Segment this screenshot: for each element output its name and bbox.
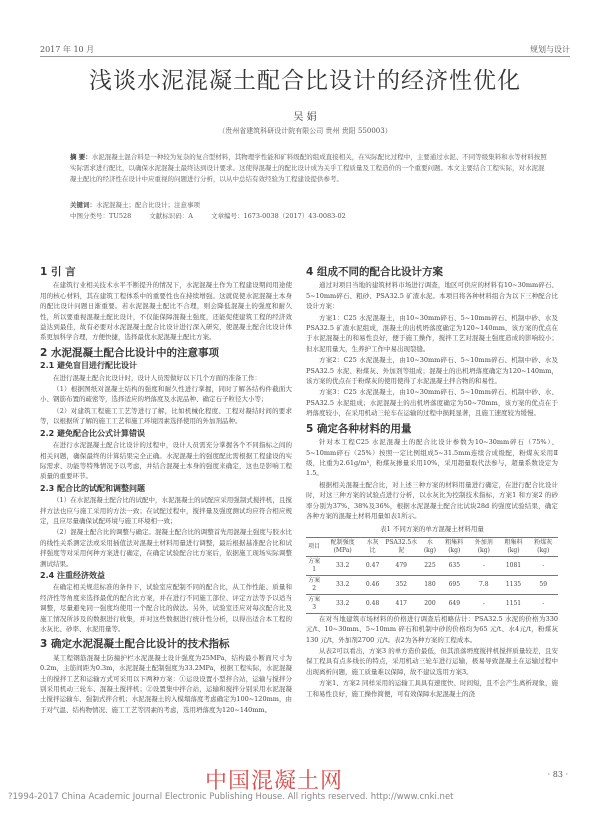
paragraph: 通过对项目当地的建筑材料市场进行调查，地区可供应的材料有10~30mm碎石、5~10mm碎石、粗砂、PSA32.5 矿渣水泥。本项目将各种材料组合为以下三种配合比设计方案： bbox=[306, 281, 558, 311]
table-cell: 417 bbox=[382, 594, 420, 613]
paragraph: 某工程钢筋混凝土防撞护栏水泥混凝土设计强度为25MPa，结构最小断面尺寸为0.2m，主筋间距为0.3m，水泥混凝土配制强度为33.2MPa，根据工程实际，水泥混凝土的搅拌工艺和运输方式可采用以下两种方案：①运设设置小型拌合站，运输与搅拌分别采用机动三轮车、混凝土搅拌机；②设置集中拌合站，运输和搅拌分别采用水泥混凝土搅拌运输车、强制式拌合机；水泥混凝土的入模塌落度考虑确定为100~120mm，由于对气温、结构物情况、施工工艺等因素的考虑，选用坍落度为120~140mm。 bbox=[40, 653, 292, 714]
table-cell: 695 bbox=[440, 575, 469, 594]
abstract bbox=[70, 152, 550, 185]
table-cell: 33.2 bbox=[322, 556, 363, 575]
issue-date: 2017 年 10 月 bbox=[40, 45, 95, 54]
table-cell: 352 bbox=[382, 575, 420, 594]
table-caption: 表1 不同方案的单方混凝土材料用量 bbox=[380, 525, 484, 534]
subsection-2-2-heading: 2.2 避免配合比公式计算错误 bbox=[40, 428, 145, 438]
table-cell: 0.47 bbox=[363, 556, 382, 575]
running-header bbox=[40, 44, 570, 57]
paragraph: 在进行水泥混凝土配合比设计的过程中，设计人员需充分掌握各个不同指标之间的相关问题，确保最终的计算结果完全正确。水泥混凝土的强度配比需根据工程建设的实际需求、功能等特殊情况予以考虑，并结合混凝土本身的强度来确定，这也是影响工程质量的重要环节。 bbox=[40, 441, 292, 481]
article-no-field: 文章编号：1673-0038（2017）43-0083-02 bbox=[210, 212, 346, 220]
abstract-text: 水泥混凝土混合料是一种较为复杂的复合型材料，其物理学性能和矿料级配的组成直接相关，在实际配比过程中，主要通过水泥、不同等级集料和水等材料按照实际需求进行配比，以确保水泥混凝土最终达到设计要求。这使得混凝土的配比设计成为关乎工程质量及工程造价的一个重要问题。本文主要结合工程实际，对水泥混凝土配比的经济性在设计中应重视的问题进行分析，以从中总结有效经验为工程建设提供参考。 bbox=[70, 153, 547, 183]
affiliation: （贵州省建筑科研设计院有限公司 贵州 贵阳 550003） bbox=[218, 127, 392, 135]
paragraph: 方案3：C25 水泥混凝土，由10~30mm碎石、5~10mm碎石、机制中砂、水、PSA32.5 水泥组成；水泥混凝土的出机坍落度确定为50~70mm，该方案的优点在于坍落度较小，在采用机动三轮车在运输的过程中损耗显著，且施工速度较为缓慢。 bbox=[306, 388, 558, 418]
table-cell: 1151 bbox=[499, 594, 529, 613]
table-row bbox=[306, 575, 558, 594]
table-cell: 7.8 bbox=[469, 575, 498, 594]
paragraph: 根据相关混凝土配合比，对上述三种方案的材料用量进行确定，在进行配合比设计时，对这三种方案的试验点进行分析，以水灰比为控制技术指标，方案1 和方案2 的砂率分别为37%、38%及36%，根据水泥混凝土配合比试块28d 的强度试验结果，确定各种方案的混凝土材料用量如表1所示。 bbox=[306, 480, 558, 520]
table-cell: 33.2 bbox=[322, 575, 363, 594]
subsection-2-3-heading: 2.3 配合比的试配和调整问题 bbox=[40, 483, 145, 493]
paragraph: 在对当地建筑市场材料的价格进行调查后相略估计：PSA32.5 水泥的价格为330 元/t、10~30mm、5~10mm 碎石和机制中砂的价格均为65 元/t、水4元/t，粉煤灰130 元/t，外加剂2700 元/t。表2为各种方案的工程成本。 bbox=[306, 614, 558, 644]
classification-row bbox=[70, 211, 550, 222]
author: 吴 娟 bbox=[293, 112, 317, 123]
table-header-cell: PSA32.5水泥 bbox=[382, 537, 420, 556]
keywords-block bbox=[70, 200, 550, 222]
subsection-2-1-heading: 2.1 避免盲目进行配比设计 bbox=[40, 361, 137, 371]
doc-code-field: 文献标识码：A bbox=[149, 212, 193, 220]
paragraph: 在进行混凝土配合比设计时，设计人员需做好以下几个方面的准备工作： bbox=[53, 373, 261, 382]
paragraph: （2）对建筑工程施工工艺等进行了解，比如机械化程度、工程对凝结时间的要求等，以根据所了解的施工工艺和施工环境因素选择使用的外加剂品种。 bbox=[40, 406, 292, 426]
table-cell: 1081 bbox=[499, 556, 529, 575]
site-watermark: 中国混凝土网 bbox=[205, 769, 344, 794]
table-cell: - bbox=[469, 556, 498, 575]
clc-field: 中图分类号：TU528 bbox=[70, 212, 132, 220]
article-title: 浅谈水泥混凝土配合比设计的经济性优化 bbox=[89, 68, 521, 94]
table-header-cell: 项目 bbox=[306, 537, 322, 556]
subsection-2-4-heading: 2.4 注重经济效益 bbox=[40, 570, 105, 580]
table-header-cell: 粗集料(kg) bbox=[440, 537, 469, 556]
table-cell: 33.2 bbox=[322, 594, 363, 613]
paragraph: 方案1、方案2 同样采用的运输工具具有速度快、时间短，且不会产生离析现象，施工和易性良好，施工操作简便，可有效保障水泥混凝土的浇 bbox=[306, 679, 558, 698]
table-cell: 225 bbox=[420, 556, 439, 575]
table-header-cell: 水灰比 bbox=[363, 537, 382, 556]
right-column bbox=[306, 262, 558, 700]
table-header-cell: 配制强度(MPa) bbox=[322, 537, 363, 556]
table-cell: 635 bbox=[440, 556, 469, 575]
section-5-heading: 5 确定各种材料的用量 bbox=[306, 422, 412, 435]
copyright-footer: ?1994-2017 China Academic Journal Electronic Publishing House. All rights reserved. http://www.cnki.net bbox=[8, 792, 454, 802]
column-name: 规划与设计 bbox=[530, 45, 570, 54]
section-3-heading: 3 确定水泥混凝土配合比设计的技术指标 bbox=[40, 638, 230, 651]
table-cell: 方案3 bbox=[306, 594, 322, 613]
table-row bbox=[306, 556, 558, 575]
table-cell: - bbox=[528, 556, 558, 575]
table-header-cell: 水(kg) bbox=[420, 537, 439, 556]
keywords-row bbox=[70, 200, 550, 211]
table-header-cell: 粗集料(kg) bbox=[499, 537, 529, 556]
keywords-text: 水泥混凝土；配合比设计；注意事项 bbox=[96, 201, 200, 209]
left-column bbox=[40, 262, 292, 716]
table-cell: 649 bbox=[440, 594, 469, 613]
paragraph: （1）根据图纸对混凝土结构的强度和耐久性进行掌握，同时了解各结构件截面大小、钢筋布置的疏密等，选择适应的坍落度及水泥品种、确定石子粒径大小等； bbox=[40, 385, 292, 404]
table-row bbox=[306, 594, 558, 613]
table-header-cell: 外加剂(kg) bbox=[469, 537, 498, 556]
table-cell: 59 bbox=[528, 575, 558, 594]
table-cell: 180 bbox=[420, 575, 439, 594]
table-cell: 479 bbox=[382, 556, 420, 575]
paragraph: 在确定相关规范标准的条件下，试验室应配制不同的配合比，从工作性能、质量和经济性等角度来选择最优的配合比方案，并在进行不同施工部位、评定方法等予以适当调整，尽量避免同一强度均使用一个配合比的做法。另外，试验室还应对每次配合比及施工情况所涉及的数据进行收集，并对这些数据进行统计性分析，以得出适合本工程的水灰比、砂率、水泥用量等。 bbox=[40, 583, 292, 633]
table-cell: 0.48 bbox=[363, 594, 382, 613]
paragraph: 针对本工程C25 水泥混凝土的配合比设计参数为10~30mm碎石（75%）、5~10mm碎石（25%）按照一定比例组成5~31.5mm连续合成级配，粉煤灰采用Ⅱ级，比重为2.61g/m³，粉煤灰掺量采用10%，采用超量取代法参与，超量系数设定为1.5。 bbox=[306, 438, 558, 478]
paragraph: 从表2可以看出，方案3 的单方造价最低，但其浪落坍度搅拌机搅拌质量较差，且安保工程具有点多线长的特点，采用机动三轮车进行运输，极易导致混凝土在运输过程中出现离析问题，施工质量难以保障，故不建议选用方案3。 bbox=[306, 646, 558, 676]
paragraph: 在建筑行业相关技术水平不断提升的情况下，水泥混凝土作为工程建设期间用途使用的核心材料，其在建筑工程体系中的重要性也在持续增强。这就促使水泥混凝土本身的配比设计问题日渐重要。若水泥混凝土配比不合理，则会降低混凝土的强度和耐久性，所以要重视混凝土配比设计，不仅能保障混凝土强度，还能促使建筑工程的经济效益达到最佳，故有必要对水泥混凝土配合比设计进行深入研究，使混凝土配合比设计体系更加科学合理，方便快捷，选择最优水泥混凝土配比方案。 bbox=[40, 281, 292, 342]
table-header-row bbox=[306, 537, 558, 556]
table-header-cell: 粉煤灰(kg) bbox=[528, 537, 558, 556]
paragraph: 方案2：C25 水泥混凝土，由10~30mm碎石、5~10mm碎石、机制中砂、水及PSA32.5 水泥、粉煤灰、外加剂等组成；混凝土的出机坍落度确定为120~140mm，该方案的优点在于粉煤灰的使用使得了水泥混凝土拌合物的和易性。 bbox=[306, 356, 558, 386]
table-cell: 0.46 bbox=[363, 575, 382, 594]
materials-table bbox=[306, 537, 558, 614]
section-1-heading: 1 引 言 bbox=[40, 266, 76, 278]
table-cell: 200 bbox=[420, 594, 439, 613]
table-cell: 1135 bbox=[499, 575, 529, 594]
table-cell: - bbox=[469, 594, 498, 613]
table-cell: - bbox=[528, 594, 558, 613]
paragraph: （2）混凝土配合比的调整与确定。混凝土配合比的调整首先用混凝土强度与胶水比的线性关系测定法或采用插值法对混凝土材料用量进行调整，最后根据基准配合比和试拌强度等对采用何种方案进行确定，在确定试验配合比方案后，依据施工现场实际调整测试结果。 bbox=[40, 528, 292, 568]
paragraph: （1）在水泥混凝土配合比的试配中，水泥混凝土的试配应采用强制式搅拌机，且搅拌方法也应与施工采用的方法一致；在试配过程中，搅拌量及强度测试均应符合相应规定，且应尽量确保试配环境与施工环境相一致； bbox=[40, 496, 292, 525]
page-number: · 83 · bbox=[547, 770, 568, 779]
section-4-heading: 4 组成不同的配合比设计方案 bbox=[306, 266, 443, 278]
keywords-label: 关键词： bbox=[70, 201, 96, 209]
table-cell: 方案2 bbox=[306, 575, 322, 594]
abstract-label: 摘 要： bbox=[70, 153, 92, 161]
table-cell: 方案1 bbox=[306, 556, 322, 575]
paragraph: 方案1：C25 水泥混凝土，由10~30mm碎石、5~10mm碎石、机制中砂、水及PSA32.5 矿渣水泥组成，混凝土的出机坍落度确定为120~140mm，该方案的优点在于水泥混凝土的和易性良好，便于施工操作，搅拌工艺对混凝土强度造成的影响较小；但水泥用量大，生养护工作中易出现裂缝。 bbox=[306, 313, 558, 353]
section-2-heading: 2 水泥混凝土配合比设计中的注意事项 bbox=[40, 346, 219, 359]
